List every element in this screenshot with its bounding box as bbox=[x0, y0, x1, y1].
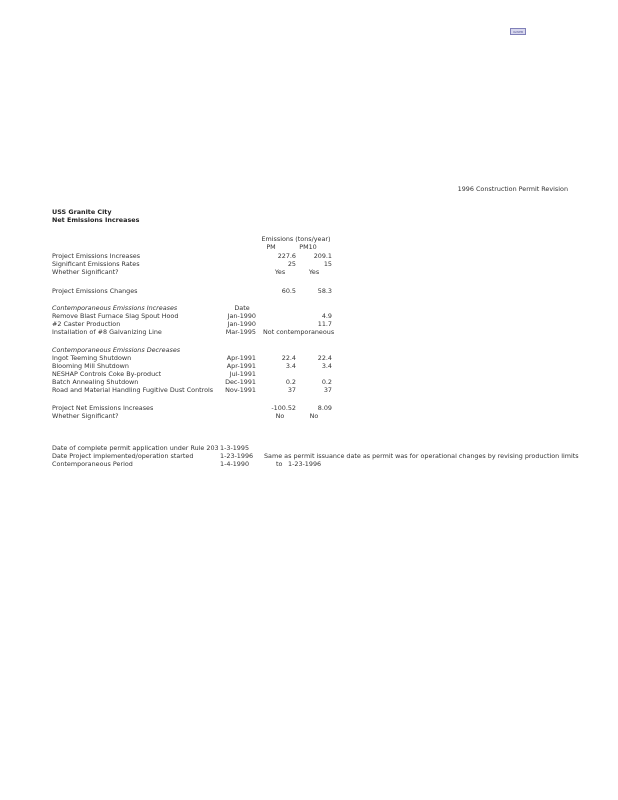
doc-title: USS Granite City bbox=[52, 208, 112, 216]
table-row-pm10: 11.7 bbox=[317, 320, 332, 328]
revision-label: 1996 Construction Permit Revision bbox=[457, 185, 568, 193]
net-emissions-increases-pm: -100.52 bbox=[271, 404, 296, 412]
date-column-header: Date bbox=[234, 304, 250, 312]
project-emissions-increases-label: Project Emissions Increases bbox=[52, 252, 141, 260]
net-whether-significant-pm10: No bbox=[309, 412, 319, 420]
table-row-pm: 0.2 bbox=[285, 378, 296, 386]
table-row-label: Ingot Teeming Shutdown bbox=[52, 354, 132, 362]
table-row-label: Batch Annealing Shutdown bbox=[52, 378, 139, 386]
net-emissions-increases-label: Project Net Emissions Increases bbox=[52, 404, 154, 412]
table-row-label: #2 Caster Production bbox=[52, 320, 121, 328]
logo-badge: IGWEB bbox=[510, 28, 526, 35]
table-row-date: Apr-1991 bbox=[226, 354, 256, 362]
table-row-label: NESHAP Controls Coke By-product bbox=[52, 370, 162, 378]
significant-emission-rates-pm: 25 bbox=[287, 260, 296, 268]
whether-significant-pm10: Yes bbox=[308, 268, 320, 276]
table-row-pm: 37 bbox=[287, 386, 296, 394]
period-start-date: 1-4-1990 bbox=[220, 460, 250, 468]
project-emissions-increases-pm: 227.6 bbox=[277, 252, 296, 260]
table-row-pm: 3.4 bbox=[285, 362, 296, 370]
table-row-label: Blooming Mill Shutdown bbox=[52, 362, 129, 370]
pm10-column-header: PM10 bbox=[299, 243, 317, 251]
table-row-pm: 22.4 bbox=[281, 354, 296, 362]
table-row-date: Jan-1990 bbox=[227, 320, 256, 328]
table-row-date: Jan-1990 bbox=[227, 312, 256, 320]
doc-subtitle: Net Emissions Increases bbox=[52, 216, 140, 224]
table-row-pm10: 37 bbox=[323, 386, 332, 394]
table-row-label: Remove Blast Furnace Slag Spout Hood bbox=[52, 312, 179, 320]
project-emissions-increases-pm10: 209.1 bbox=[313, 252, 332, 260]
significant-emission-rates-pm10: 15 bbox=[323, 260, 332, 268]
table-row-label: Installation of #8 Galvanizing Line bbox=[52, 328, 162, 336]
period-to-label: to bbox=[276, 460, 283, 468]
table-row-date: Jul-1991 bbox=[229, 370, 256, 378]
table-row-date: Mar-1995 bbox=[225, 328, 256, 336]
project-emissions-changes-label: Project Emissions Changes bbox=[52, 287, 138, 295]
net-whether-significant-label: Whether Significant? bbox=[52, 412, 119, 420]
table-row-date: Dec-1991 bbox=[225, 378, 256, 386]
table-row-pm10: 22.4 bbox=[317, 354, 332, 362]
significant-emission-rates-label: Significant Emissions Rates bbox=[52, 260, 140, 268]
table-row-label: Road and Material Handling Fugitive Dust Controls bbox=[52, 386, 214, 394]
table-row-date: Apr-1991 bbox=[226, 362, 256, 370]
not-contemporaneous-note: Not contemporaneous bbox=[263, 328, 335, 336]
increases-heading: Contemporaneous Emissions Increases bbox=[52, 304, 178, 312]
decreases-heading: Contemporaneous Emissions Decreases bbox=[52, 346, 181, 354]
net-emissions-increases-pm10: 8.09 bbox=[317, 404, 332, 412]
application-date-value: 1-3-1995 bbox=[220, 444, 250, 452]
implementation-date-value: 1-23-1996 bbox=[220, 452, 254, 460]
project-emissions-changes-pm10: 58.3 bbox=[317, 287, 332, 295]
period-end-date: 1-23-1996 bbox=[288, 460, 322, 468]
pm-column-header: PM bbox=[266, 243, 276, 251]
table-row-pm10: 3.4 bbox=[321, 362, 332, 370]
table-row-pm10: 0.2 bbox=[321, 378, 332, 386]
application-date-label: Date of complete permit application under Rule 203 bbox=[52, 444, 219, 452]
whether-significant-pm: Yes bbox=[274, 268, 286, 276]
net-whether-significant-pm: No bbox=[275, 412, 285, 420]
table-row-pm10: 4.9 bbox=[321, 312, 332, 320]
table-row-date: Nov-1991 bbox=[225, 386, 256, 394]
implementation-date-label: Date Project implemented/operation started bbox=[52, 452, 194, 460]
project-emissions-changes-pm: 60.5 bbox=[281, 287, 296, 295]
contemporaneous-period-label: Contemporaneous Period bbox=[52, 460, 133, 468]
emissions-column-group-header: Emissions (tons/year) bbox=[261, 235, 331, 243]
whether-significant-label: Whether Significant? bbox=[52, 268, 119, 276]
implementation-note: Same as permit issuance date as permit was for operational changes by revising production limits bbox=[264, 452, 579, 460]
